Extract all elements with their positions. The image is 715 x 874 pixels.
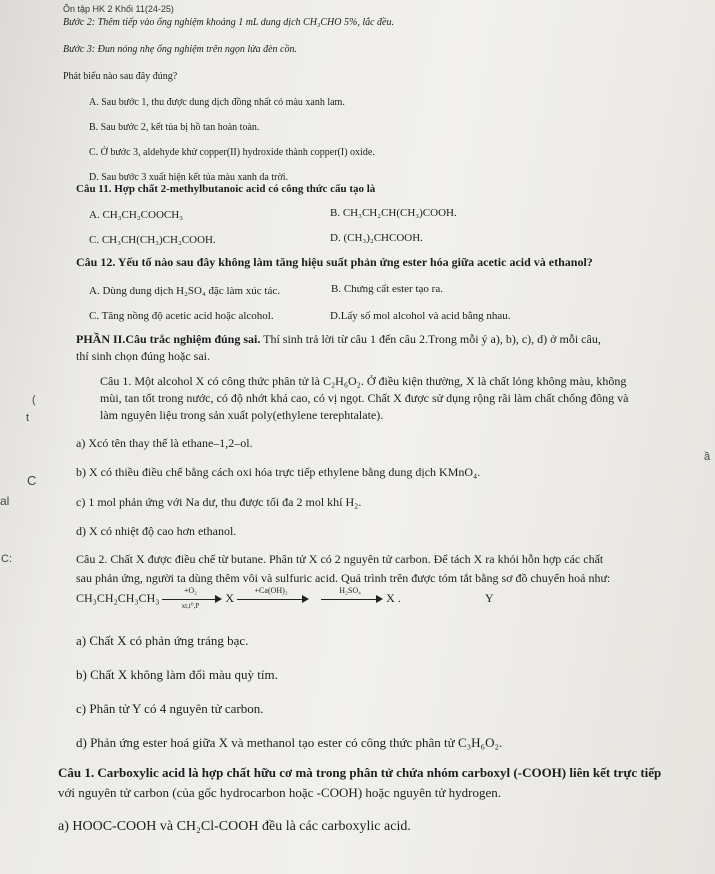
margin-mark-4: al — [0, 494, 10, 508]
p2q2-statement-c: c) Phân tử Y có 4 nguyên tử carbon. — [76, 701, 264, 716]
q10-option-c: C. Ở bước 3, aldehyde khử copper(II) hydroxide thành copper(I) oxide. — [89, 147, 375, 158]
page-header: Ôn tập HK 2 Khối 11(24-25) — [63, 4, 174, 14]
p2q1-line1: Câu 1. Một alcohol X có công thức phân tử là C₂H₆O₂. Ở điều kiện thường, X là chất lỏng không màu, không — [100, 374, 627, 388]
margin-mark-2: t — [26, 412, 30, 424]
q11-option-d: D. (CH₃)₂CHCOOH. — [330, 232, 423, 244]
q12-stem: Câu 12. Yếu tố nào sau đây không làm tăng hiệu suất phản ứng ester hóa giữa acetic acid và ethanol? — [76, 255, 593, 269]
p2q3-line1: Câu 1. Carboxylic acid là hợp chất hữu cơ mà trong phân tử chứa nhóm carboxyl (-COOH) liên kết trực tiếp — [58, 765, 662, 780]
reaction-scheme — [76, 586, 401, 611]
margin-mark-3: C — [27, 473, 37, 488]
p2q2-line2: sau phản ứng, người ta dùng thêm vôi và sulfuric acid. Quá trình trên được tóm tắt bằng sơ đồ chuyển hoá như: — [76, 571, 611, 585]
part2-instruction-2: thí sinh chọn đúng hoặc sai. — [76, 349, 210, 363]
arrow-oxidation — [162, 586, 222, 611]
q12-option-c: C. Tăng nồng độ acetic acid hoặc alcohol. — [89, 310, 274, 322]
margin-mark-5: C: — [1, 553, 12, 565]
q10-option-a: A. Sau bước 1, thu được dung dịch đồng nhất có màu xanh lam. — [89, 97, 345, 108]
arrow-sulfuric-acid — [321, 586, 383, 604]
p2q3-statement-a: a) HOOC-COOH và CH₂Cl-COOH đều là các carboxylic acid. — [58, 819, 411, 834]
q12-option-b: B. Chưng cất ester tạo ra. — [331, 283, 443, 295]
question-prompt: Phát biểu nào sau đây đúng? — [63, 71, 178, 82]
q10-option-b: B. Sau bước 2, kết tủa bị hồ tan hoàn toàn. — [89, 122, 260, 133]
p2q2-statement-b: b) Chất X không làm đổi màu quỳ tím. — [76, 667, 278, 682]
scheme-x2: X . — [386, 591, 401, 605]
q11-stem — [76, 183, 375, 196]
arrow1-reagent: +O₂ — [183, 586, 197, 596]
q11-option-b: B. CH₃CH₂CH(CH₃)COOH. — [330, 207, 457, 219]
q12-option-d: D.Lấy số mol alcohol và acid bằng nhau. — [330, 310, 511, 322]
p2q1-line3: làm nguyên liệu trong sản xuất poly(ethylene terephtalate). — [100, 408, 384, 422]
step-3: Bước 3: Đun nóng nhẹ ống nghiệm trên ngọn lửa đèn cồn. — [63, 44, 297, 55]
p2q2-line1: Câu 2. Chất X được điều chế từ butane. Phân tử X có 2 nguyên tử carbon. Để tách X ra khỏi hỗn hợp các chất — [76, 552, 604, 566]
arrow2-reagent: +Ca(OH)₂ — [254, 586, 288, 596]
p2q2-statement-a: a) Chất X có phản ứng tráng bạc. — [76, 633, 249, 648]
arrow-calcium-hydroxide — [237, 586, 309, 604]
p2q1-line2: mùi, tan tốt trong nước, có độ nhớt khá cao, có vị ngọt. Chất X được sử dụng rộng rãi làm chất chống đông và — [100, 391, 629, 405]
part2-header — [76, 333, 601, 347]
arrow3-reagent: H₂SO₄ — [339, 586, 361, 596]
scheme-y: Y — [485, 591, 494, 605]
p2q1-statement-d: d) X có nhiệt độ cao hơn ethanol. — [76, 524, 237, 538]
q11-option-c: C. CH₃CH(CH₃)CH₂COOH. — [89, 234, 216, 246]
q11-option-a: A. CH₃CH₂COOCH₃ — [89, 209, 184, 221]
part2-instruction-1: Thí sinh trả lời từ câu 1 đến câu 2.Trong mỗi ý a), b), c), d) ở mỗi câu, — [260, 332, 601, 346]
scheme-start: CH₃CH₂CH₃CH₃ — [76, 591, 160, 605]
scheme-x1: X — [225, 591, 235, 605]
arrow1-conditions: xt,t⁰,P — [181, 602, 200, 611]
p2q2-statement-d: d) Phản ứng ester hoá giữa X và methanol tạo ester có công thức phân tử C₃H₆O₂. — [76, 735, 503, 750]
q12-option-a: A. Dùng dung dịch H₂SO₄ đặc làm xúc tác. — [89, 285, 280, 297]
p2q1-statement-a: a) Xcó tên thay thế là ethane–1,2–ol. — [76, 436, 253, 450]
q11-stem-text: Câu 11. Hợp chất 2-methylbutanoic acid có công thức cấu tạo là — [76, 183, 376, 195]
p2q1-statement-c: c) 1 mol phản ứng với Na dư, thu được tối đa 2 mol khí H₂. — [76, 495, 362, 509]
part2-title: PHẦN II.Câu trắc nghiệm đúng sai. — [76, 332, 261, 346]
margin-mark-1: ( — [32, 394, 36, 406]
margin-mark-6: ầ — [704, 451, 711, 463]
p2q3-line2: với nguyên tử carbon (của gốc hydrocarbon hoặc -COOH) hoặc nguyên tử hydrogen. — [58, 785, 501, 800]
step-2: Bước 2: Thêm tiếp vào ống nghiệm khoảng 1 mL dung dịch CH₃CHO 5%, lắc đều. — [63, 17, 394, 28]
q10-option-d: D. Sau bước 3 xuất hiện kết tủa màu xanh da trời. — [89, 172, 289, 183]
p2q1-statement-b: b) X có thiều điều chế bằng cách oxi hóa trực tiếp ethylene bằng dung dịch KMnO₄. — [76, 465, 481, 479]
